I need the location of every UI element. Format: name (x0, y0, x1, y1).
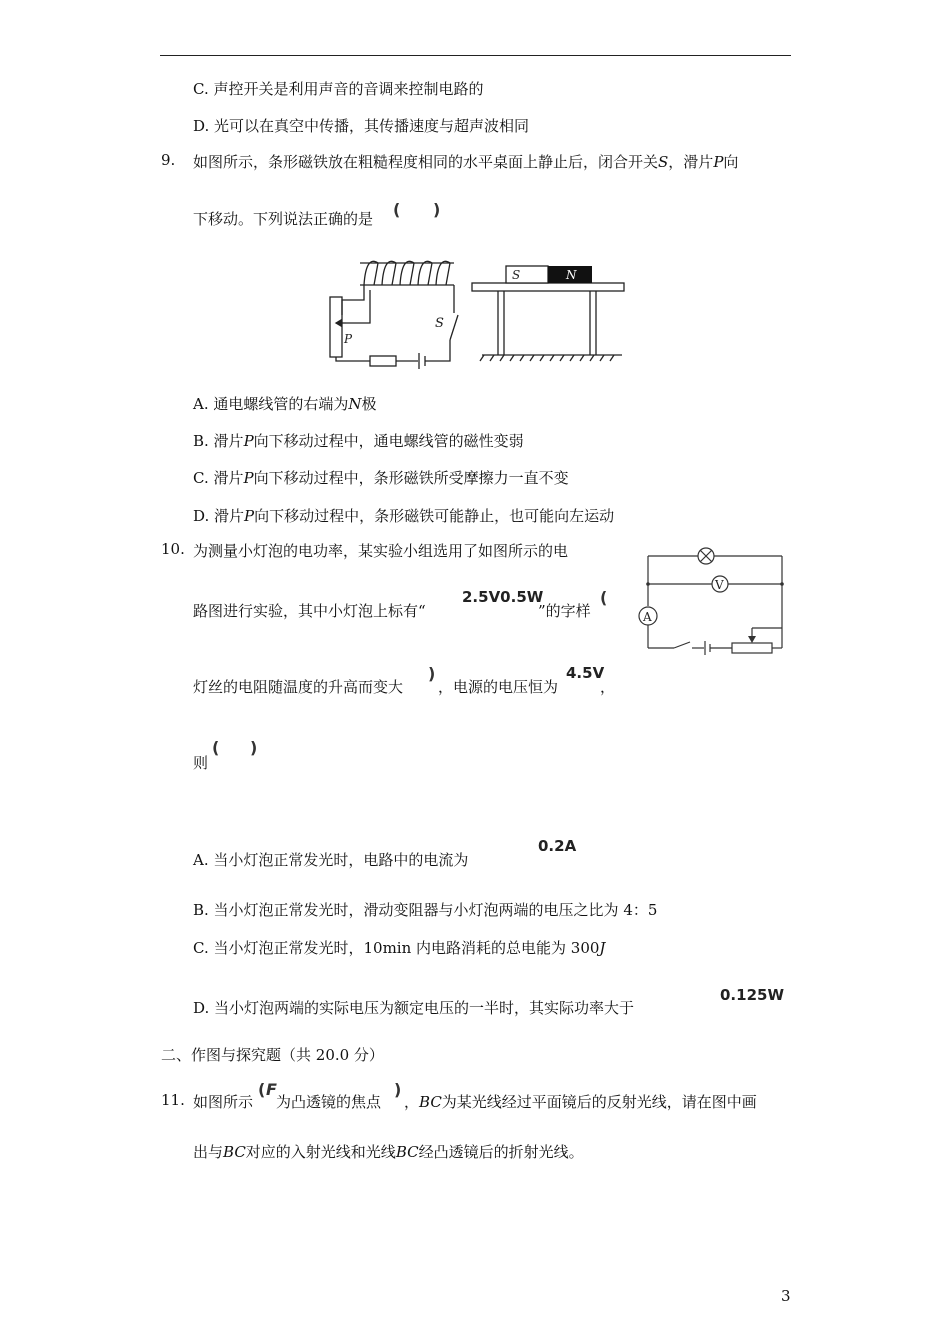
q11-line2-end: 经凸透镜后的折射光线。 (418, 1143, 584, 1161)
section-2-heading: 二、作图与探究题（共 20.0 分） (161, 1046, 384, 1064)
q10-line2-post: ”的字样 (538, 602, 591, 620)
q9-stem-s: S (658, 153, 669, 171)
q8-option-c: C. 声控开关是利用声音的音调来控制电路的 (193, 80, 484, 98)
q11-f: F (266, 1080, 277, 1099)
wire-left-top (342, 285, 364, 315)
table-top (472, 283, 624, 291)
q9-option-c-pre: C. 滑片 (193, 469, 244, 487)
magnet-s-label: S (512, 268, 521, 282)
q10-option-b: B. 当小灯泡正常发光时，滑动变阻器与小灯泡两端的电压之比为 4：5 (193, 901, 658, 919)
q9-stem-text: 如图所示，条形磁铁放在粗糙程度相同的水平桌面上静止后，闭合开关 (193, 153, 659, 171)
wire-slider (346, 290, 370, 323)
rheostat (732, 643, 772, 653)
q10-option-d-value: 0.125W (720, 986, 784, 1004)
q10-option-a-value: 0.2A (538, 837, 577, 855)
q10-option-c (193, 937, 605, 958)
q10-option-d: D. 当小灯泡两端的实际电压为额定电压的一半时，其实际功率大于 (193, 999, 635, 1017)
q9-option-a (193, 393, 377, 414)
solenoid-coil (364, 261, 450, 285)
q10-circuit (628, 542, 796, 660)
q9-option-b-pre: B. 滑片 (193, 432, 244, 450)
q9-option-d-pre: D. 滑片 (193, 507, 245, 525)
q9-option-d (193, 505, 614, 526)
page-number: 3 (781, 1287, 791, 1305)
ground-hatch (480, 355, 614, 361)
q11-line2 (193, 1141, 584, 1162)
q9-stem-p: P (713, 153, 724, 171)
resistor (370, 356, 396, 366)
q11-paren-open: ( (258, 1080, 266, 1099)
slider-arrow (748, 636, 756, 643)
junction-1 (646, 582, 650, 586)
voltmeter-label: V (715, 578, 724, 592)
switch-blade (450, 315, 458, 340)
ammeter-label: A (643, 610, 652, 624)
q10-line1: 为测量小灯泡的电功率，某实验小组选用了如图所示的电 (193, 542, 569, 560)
q9-paren-close: ) (433, 200, 441, 219)
q10-option-a: A. 当小灯泡正常发光时，电路中的电流为 (193, 851, 469, 869)
q11-bc-2: BC (223, 1143, 246, 1161)
q10-line3: 灯丝的电阻随温度的升高而变大 (193, 678, 404, 696)
switch-blade (674, 642, 690, 648)
q9-option-a-end: 极 (361, 395, 377, 413)
rheostat (330, 297, 342, 357)
q9-option-d-end: 向下移动过程中，条形磁铁可能静止，也可能向左运动 (254, 507, 615, 525)
q10-line4: 则 (193, 754, 209, 772)
q9-option-c-p: P (243, 469, 254, 487)
q9-stem-line1 (193, 151, 738, 172)
q9-option-d-p: P (244, 507, 255, 525)
q9-figure (322, 255, 632, 370)
q9-stem-xiang: 向 (723, 153, 739, 171)
q10-paren-open: ( (600, 588, 608, 607)
q11-comma: ， (404, 1093, 420, 1111)
wire-bottom-right (425, 340, 450, 361)
q11-number: 11. (161, 1091, 185, 1109)
q11-pre: 如图所示 (193, 1093, 254, 1111)
q9-option-c-end: 向下移动过程中，条形磁铁所受摩擦力一直不变 (253, 469, 569, 487)
q10-paren2-close: ) (250, 738, 258, 757)
q10-rating: 2.5V0.5W (462, 588, 544, 606)
q10-paren-close: ) (428, 664, 436, 683)
switch-s-label: S (435, 316, 444, 331)
q9-option-b-end: 向下移动过程中，通电螺线管的磁性变弱 (253, 432, 524, 450)
q9-stem-line2: 下移动。下列说法正确的是 (193, 210, 374, 228)
top-rule (160, 55, 791, 56)
q11-line2-pre: 出与 (193, 1143, 224, 1161)
q10-line2-pre: 路图进行实验，其中小灯泡上标有“ (193, 602, 426, 620)
q10-line3-end: ， (600, 678, 616, 696)
q9-stem-comma: ，滑片 (668, 153, 714, 171)
slider-head (336, 320, 341, 326)
q11-mid: 为凸透镜的焦点 (276, 1093, 382, 1111)
slider-p-label: P (344, 332, 353, 346)
q9-number: 9. (161, 151, 176, 169)
q10-paren2-open: ( (212, 738, 220, 757)
magnet-n-label: N (566, 268, 577, 282)
q10-voltage: 4.5V (566, 664, 605, 682)
q9-paren-open: ( (393, 200, 401, 219)
q11-bc-3: BC (395, 1143, 419, 1161)
q9-option-b-p: P (243, 432, 254, 450)
q9-option-c (193, 467, 569, 488)
q11-line1-rest (404, 1091, 757, 1112)
q11-bc-1: BC (419, 1093, 442, 1111)
q10-option-c-unit: J (599, 939, 606, 957)
junction-2 (780, 582, 784, 586)
q9-option-b (193, 430, 524, 451)
q10-line3-post: ，电源的电压恒为 (438, 678, 559, 696)
q8-option-d: D. 光可以在真空中传播，其传播速度与超声波相同 (193, 117, 530, 135)
q10-number: 10. (161, 540, 185, 558)
q11-line2-mid: 对应的入射光线和光线 (245, 1143, 396, 1161)
q9-option-a-n: N (348, 395, 362, 413)
q10-option-c-text: C. 当小灯泡正常发光时，10min 内电路消耗的总电能为 300 (193, 939, 600, 957)
q11-paren-close: ) (394, 1080, 402, 1099)
q11-rest1: 为某光线经过平面镜后的反射光线，请在图中画 (441, 1093, 757, 1111)
q9-option-a-text: A. 通电螺线管的右端为 (193, 395, 349, 413)
